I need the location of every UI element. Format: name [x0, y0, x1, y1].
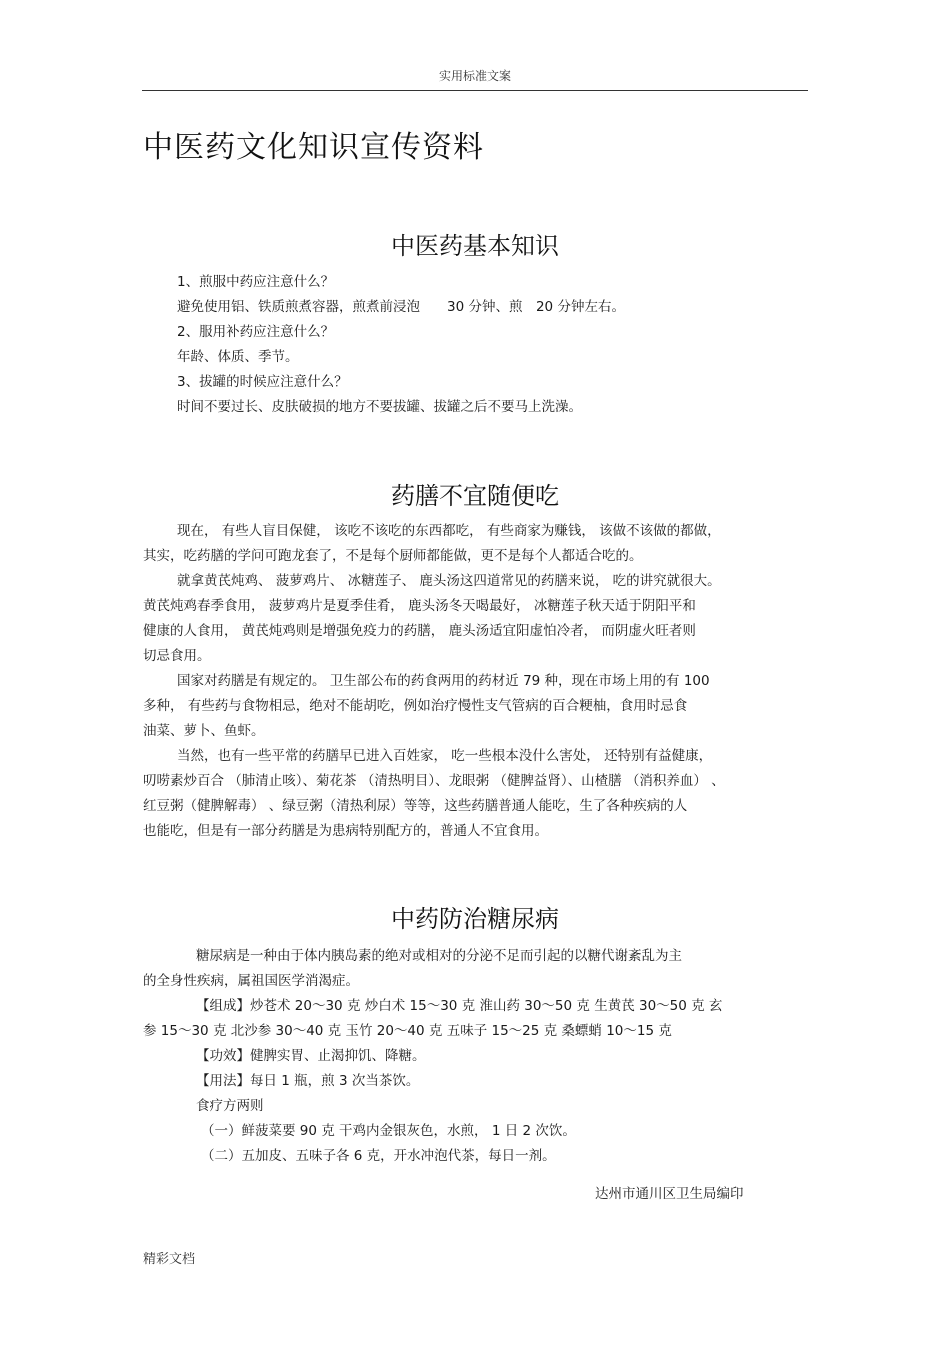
paragraph-line: 也能吃，但是有一部分药膳是为患病特别配方的，普通人不宜食用。 [143, 823, 548, 839]
paragraph-line: 【功效】健脾实胃、止渴抑饥、降糖。 [196, 1048, 426, 1064]
section-heading-diabetes: 中药防治糖尿病 [391, 905, 559, 933]
section-heading-medicinal-diet: 药膳不宜随便吃 [391, 482, 559, 510]
paragraph-line: 健康的人食用， 黄芪炖鸡则是增强免疫力的药膳， 鹿头汤适宜阳虚怕冷者， 而阴虚火旺者则 [143, 623, 696, 639]
publisher-signature: 达州市通川区卫生局编印 [595, 1186, 744, 1202]
paragraph-line: 2、服用补药应注意什么？ [177, 324, 335, 340]
paragraph-line: 就拿黄芪炖鸡、 菠萝鸡片、 冰糖莲子、 鹿头汤这四道常见的药膳来说， 吃的讲究就很大。 [177, 573, 721, 589]
paragraph-line: 1、煎服中药应注意什么？ [177, 274, 335, 290]
paragraph-line: 油菜、萝卜、鱼虾。 [143, 723, 265, 739]
document-title: 中医药文化知识宣传资料 [143, 130, 484, 165]
section-heading-basic-knowledge: 中医药基本知识 [391, 232, 559, 260]
paragraph-line: 糖尿病是一种由于体内胰岛素的绝对或相对的分泌不足而引起的以糖代谢紊乱为主 [196, 948, 682, 964]
paragraph-line: （二）五加皮、五味子各 6 克，开水冲泡代茶，每日一剂。 [201, 1148, 556, 1164]
page-footer: 精彩文档 [143, 1252, 196, 1267]
paragraph-line: 国家对药膳是有规定的。 卫生部公布的药食两用的药材近 79 种，现在市场上用的有 100 [177, 673, 710, 689]
header-rule [142, 90, 808, 91]
paragraph-line: 3、拔罐的时候应注意什么？ [177, 374, 348, 390]
page-header: 实用标准文案 [438, 69, 511, 83]
paragraph-line: 避免使用铝、铁质煎煮容器，煎煮前浸泡 30 分钟、煎 20 分钟左右。 [177, 299, 625, 315]
paragraph-line: 年龄、体质、季节。 [177, 349, 299, 365]
paragraph-line: 参 15～30 克 北沙参 30～40 克 玉竹 20～40 克 五味子 15～25 克 桑螵蛸 10～15 克 [143, 1023, 672, 1039]
paragraph-line: 多种， 有些药与食物相忌，绝对不能胡吃，例如治疗慢性支气管病的百合粳柚，食用时忌食 [143, 698, 688, 714]
paragraph-line: 时间不要过长、皮肤破损的地方不要拔罐、拔罐之后不要马上洗澡。 [177, 399, 582, 415]
paragraph-line: 食疗方两则 [196, 1098, 264, 1114]
paragraph-line: 叨唠素炒百合 （肺清止咳）、菊花茶 （清热明目）、龙眼粥 （健脾益肾）、山楂膳 （消积养血） 、 [143, 773, 725, 789]
paragraph-line: 当然，也有一些平常的药膳早已进入百姓家， 吃一些根本没什么害处， 还特别有益健康， [177, 748, 713, 764]
paragraph-line: 其实，吃药膳的学问可跑龙套了，不是每个厨师都能做，更不是每个人都适合吃的。 [143, 548, 643, 564]
paragraph-line: 的全身性疾病，属祖国医学消渴症。 [143, 973, 359, 989]
paragraph-line: 现在， 有些人盲目保健， 该吃不该吃的东西都吃， 有些商家为赚钱， 该做不该做的都做， [177, 523, 721, 539]
paragraph-line: 切忌食用。 [143, 648, 211, 664]
paragraph-line: 【用法】每日 1 瓶，煎 3 次当茶饮。 [196, 1073, 420, 1089]
paragraph-line: 【组成】炒苍术 20～30 克 炒白术 15～30 克 淮山药 30～50 克 生黄芪 30～50 克 玄 [196, 998, 723, 1014]
paragraph-line: 红豆粥（健脾解毒） 、绿豆粥（清热利尿）等等，这些药膳普通人能吃，生了各种疾病的人 [143, 798, 688, 814]
paragraph-line: 黄芪炖鸡春季食用， 菠萝鸡片是夏季佳肴， 鹿头汤冬天喝最好， 冰糖莲子秋天适于阴阳平和 [143, 598, 696, 614]
paragraph-line: （一）鲜菠菜要 90 克 干鸡内金银灰色，水煎， 1 日 2 次饮。 [201, 1123, 576, 1139]
